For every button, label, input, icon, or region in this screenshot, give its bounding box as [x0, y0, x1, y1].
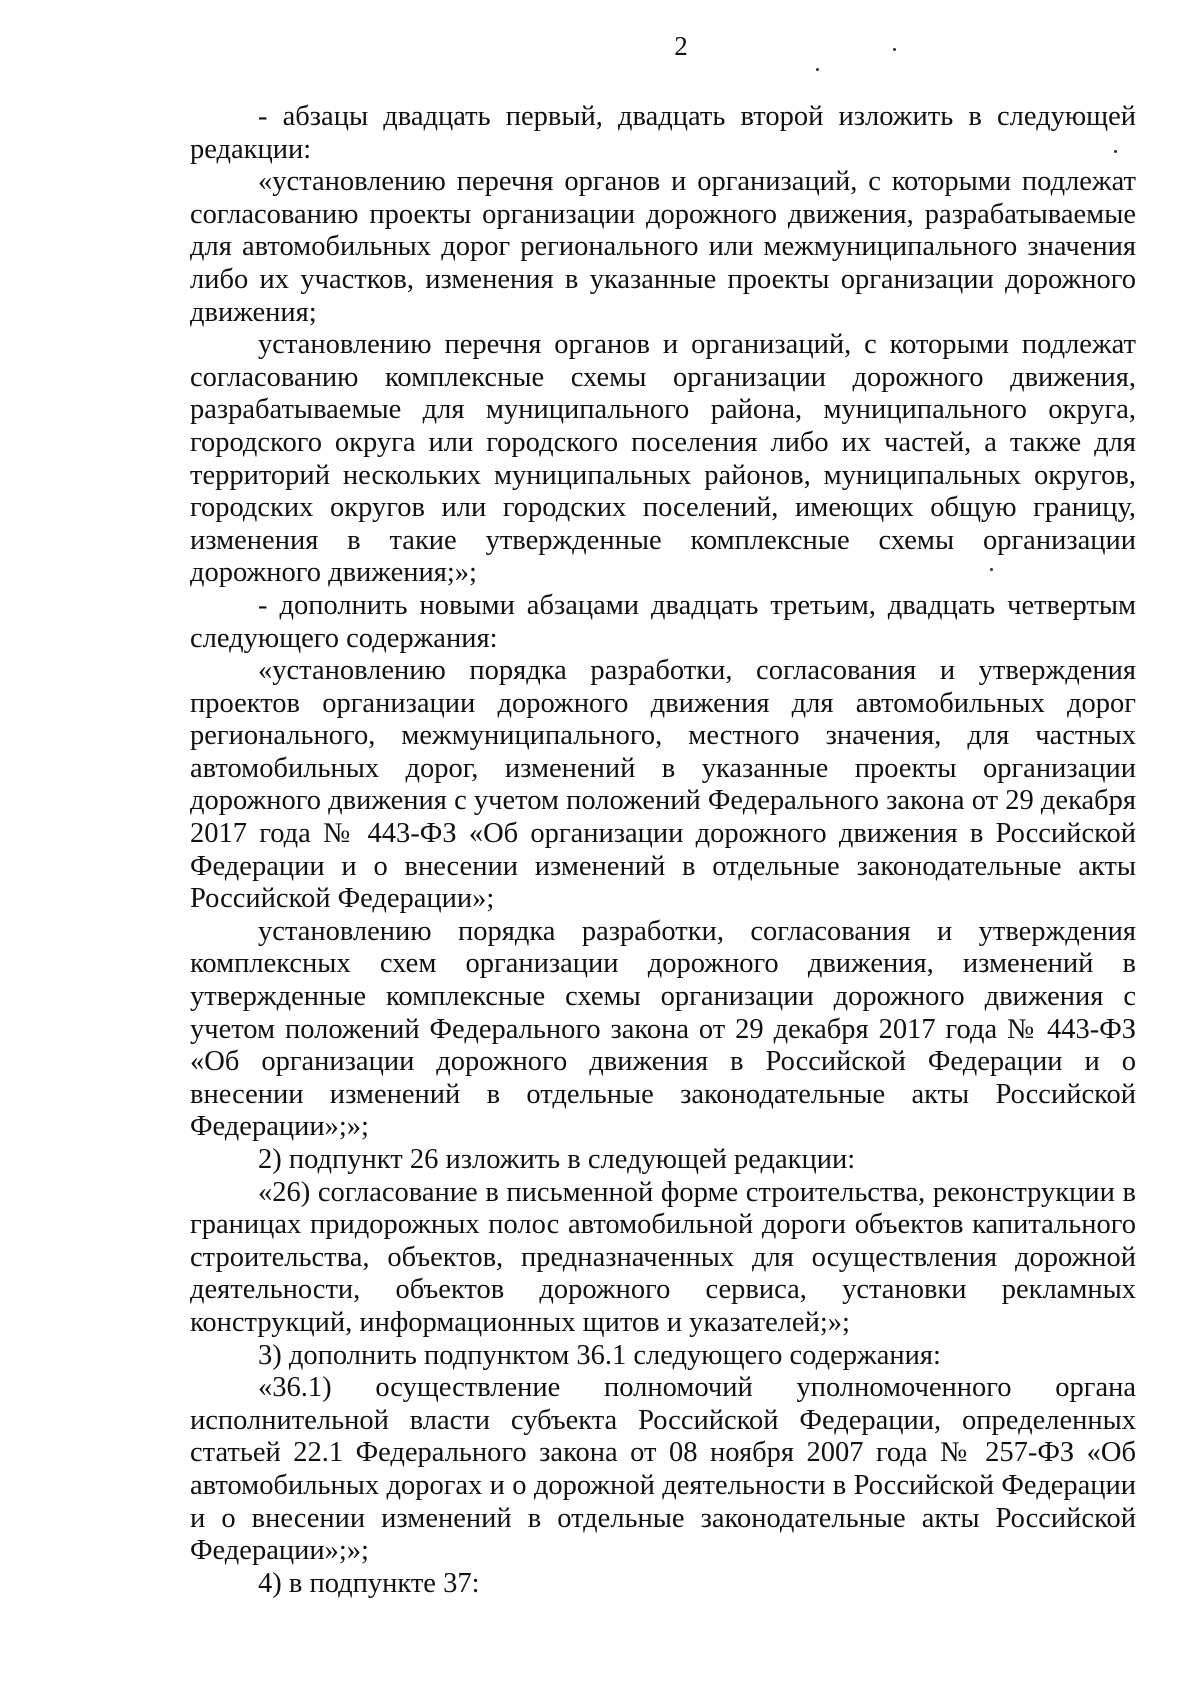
- scan-speck: [816, 68, 819, 71]
- paragraph-add-abzacy: - дополнить новыми абзацами двадцать третьим, двадцать четвертым следующего содержания:: [190, 589, 1136, 654]
- paragraph-project-procedure: «установлению порядка разработки, согласования и утверждения проектов организации дорожного движения для автомобильных дорог регионального, межмуниципального, местного значения, для частных автомобильных дорог, изменений в указанные проекты организации дорожного движения с учетом положений Федерального закона от 29 декабря 2017 года № 443-ФЗ «Об организации дорожного движения в Российской Федерации и о внесении изменений в отдельные законодательные акты Российской Федерации»;: [190, 655, 1136, 915]
- paragraph-schemes-procedure: установлению порядка разработки, согласования и утверждения комплексных схем организации дорожного движения, изменений в утвержденные комплексные схемы организации дорожного движения с учетом положений Федерального закона от 29 декабря 2017 года № 443-ФЗ «Об организации дорожного движения в Российской Федерации и о внесении изменений в отдельные законодательные акты Российской Федерации»;»;: [190, 915, 1136, 1143]
- paragraph-subpoint-36-1: 3) дополнить подпунктом 36.1 следующего содержания:: [258, 1339, 941, 1371]
- paragraph-subpoint-37: 4) в подпункте 37:: [258, 1567, 480, 1599]
- paragraph-amend-abzacy: - абзацы двадцать первый, двадцать второй изложить в следующей редакции:: [190, 101, 1136, 165]
- paragraph-subpoint-26: 2) подпункт 26 изложить в следующей редакции:: [258, 1144, 856, 1175]
- page-number: 2: [674, 31, 688, 61]
- paragraph-subpoint-26-text: «26) согласование в письменной форме строительства, реконструкции в границах придорожных полос автомобильной дороги объектов капитального строительства, объектов, предназначенных для осуществления дорожной деятельности, объектов дорожного сервиса, установки рекламных конструкций, информационных щитов и указателей;»;: [190, 1176, 1136, 1338]
- paragraph-subpoint-36-1-text: «36.1) осуществление полномочий уполномоченного органа исполнительной власти субъекта Российской Федерации, определенных статьей 22.1 Федерального закона от 08 ноября 2007 года № 257-ФЗ «Об автомобильных дорогах и о дорожной деятельности в Российской Федерации и о внесении изменений в отдельные законодательные акты Российской Федерации»;»;: [190, 1372, 1136, 1567]
- paragraph-quote-project-list: «установлению перечня органов и организаций, с которыми подлежат согласованию проекты организации дорожного движения, разрабатываемые для автомобильных дорог регионального или межмуниципального значения либо их участков, изменения в указанные проекты организации дорожного движения;: [190, 166, 1136, 328]
- scan-speck: [893, 48, 896, 51]
- document-body: [190, 101, 1136, 1600]
- paragraph-complex-schemes-list: установлению перечня органов и организаций, с которыми подлежат согласованию комплексные схемы организации дорожного движения, разрабатываемые для муниципального района, муниципального округа, городского округа или городского поселения либо их частей, а также для территорий нескольких муниципальных районов, муниципальных округов, городских округов или городских поселений, имеющих общую границу, изменения в такие утвержденные комплексные схемы организации дорожного движения;»;: [190, 329, 1136, 589]
